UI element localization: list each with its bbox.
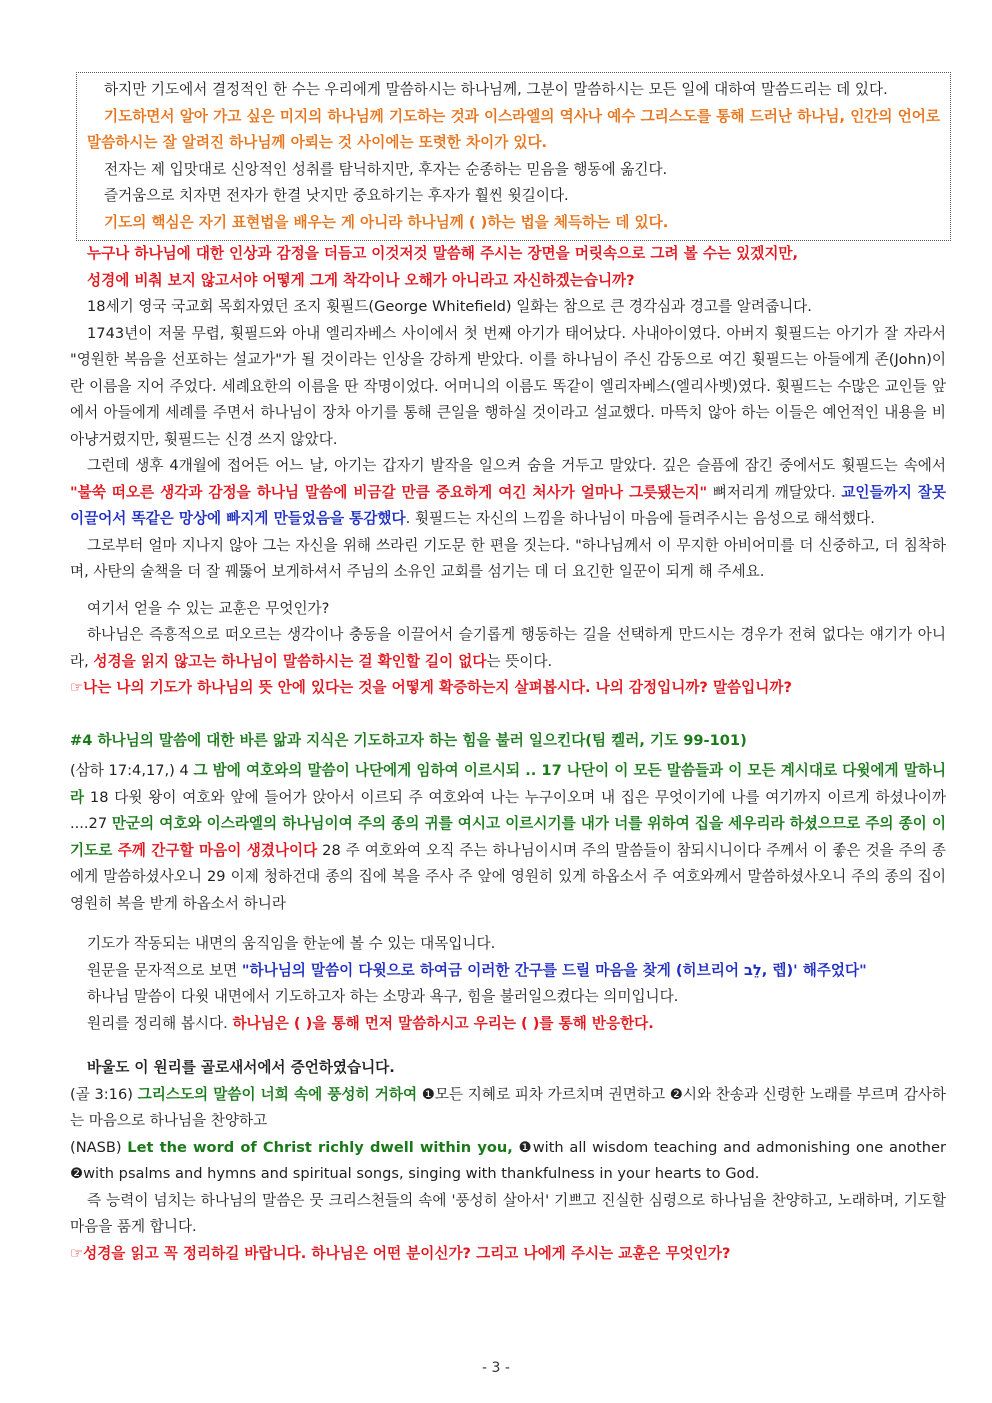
paragraph-whitefield-story: 1743년이 저물 무렵, 휫필드와 아내 엘리자베스 사이에서 첫 번째 아기가 태어났다. 사내아이였다. 아버지 휫필드는 아기가 잘 자라서 "영원한 복음을 선포하는 설교가"가 될 것이라는 인상을 강하게 받았다. 이를 하나님이 주신 감동으로 여긴 휫필드는 아들에게 존(John)이란 이름을 지어 주었다. 세례요한의 이름을 딴 작명이었다. 어머니의 이름도 똑같이 엘리자베스(엘리사벳)였다. 휫필드는 수많은 교인들 앞에서 아들에게 세례를 주면서 하나님이 장차 아기를 통해 큰일을 행하실 것이라고 설교했다. 마뜩치 않아 하는 이들은 예언적인 내용을 비아냥거렸지만, 휫필드는 신경 쓰지 않았다.: [70, 324, 946, 448]
box-line-4: 즐거움으로 치자면 전자가 한결 낫지만 중요하기는 후자가 훨씬 윗길이다.: [104, 187, 569, 204]
remark-4: 원리를 정리해 봅시다. 하나님은 ( )을 통해 먼저 말씀하시고 우리는 ( )를 통해 반응한다.: [87, 1014, 654, 1032]
scripture-colossians: (골 3:16) 그리스도의 말씀이 너희 속에 풍성히 거하여 ❶모든 지혜로 피차 가르치며 권면하고 ❷시와 찬송과 신령한 노래를 부르며 감사하는 마음으로 하나님을 찬양하고: [70, 1085, 946, 1129]
explanation: 즉 능력이 넘치는 하나님의 말씀은 뭇 크리스천들의 속에 '풍성히 살아서' 기쁘고 진실한 심령으로 하나님을 찬양하고, 노래하며, 기도할 마음을 품게 합니다.: [70, 1191, 946, 1235]
page-number: - 3 -: [482, 1360, 510, 1376]
paragraph-prayer: 그로부터 얼마 지나지 않아 그는 자신을 위해 쓰라린 기도문 한 편을 짓는다. "하나님께서 이 무지한 아비어미를 더 신중하고, 더 침착하며, 사탄의 술책을 더 잘 꿰뚫어 보게하셔서 주님의 소유인 교회를 섬기는 데 더 요긴한 일꾼이 되게 해 주세요.: [70, 536, 946, 580]
paragraph-whitefield-death: 그런데 생후 4개월에 접어든 어느 날, 아기는 갑자기 발작을 일으켜 숨을 거두고 말았다. 깊은 슬픔에 잠긴 중에서도 휫필드는 속에서 "불쑥 떠오른 생각과 감정을 하나님 말씀에 비금갈 만큼 중요하게 여긴 처사가 얼마나 그릇됐는지" 뼈저리게 깨달았다. 교인들까지 잘못 이끌어서 똑같은 망상에 빠지게 만들었음을 통감했다. 휫필드는 자신의 느낌을 하나님이 마음에 들려주시는 음성으로 해석했다.: [70, 457, 947, 527]
question-line-2: 성경에 비춰 보지 않고서야 어떻게 그게 착각이나 오해가 아니라고 자신하겠는습니까?: [87, 271, 635, 289]
highlight-misled: 교인들까지 잘못 이끌어서 똑같은 망상에 빠지게 만들었음을 통감했다: [70, 483, 947, 527]
box-line-5: 기도의 핵심은 자기 표현법을 배우는 게 아니라 하나님께 ( )하는 법을 체득하는 데 있다.: [104, 213, 669, 231]
highlight-regret: "불쑥 떠오른 생각과 감정을 하나님 말씀에 비금갈 만큼 중요하게 여긴 처사가 얼마나 그릇됐는지": [70, 483, 708, 501]
scripture-samuel: (삼하 17:4,17,) 4 그 밤에 여호와의 말씀이 나단에게 임하여 이르시되 .. 17 나단이 이 모든 말씀들과 이 모든 계시대로 다윗에게 말하니라 18 다윗 왕이 여호와 앞에 들어가 앉아서 이르되 주 여호와여 나는 누구이오며 내 집은 무엇이기에 나를 여기까지 이르게 하셨나이까 ....27 만군의 여호와 이스라엘의 하나님이여 주의 종의 귀를 여시고 이르시기를 내가 너를 위하여 집을 세우리라 하셨으므로 주의 종이 이 기도로 주께 간구할 마음이 생겼나이다 28 주 여호와여 오직 주는 하나님이시며 주의 말씀들이 참되시니이다 주께서 이 좋은 것을 주의 종에게 말씀하셨사오니 29 이제 청하건대 종의 집에 복을 주사 주 앞에 영원히 있게 하옵소서 주 여호와께서 말씀하셨사오니 주의 종의 집이 영원히 복을 받게 하옵소서 하니라: [70, 762, 946, 912]
paragraph-lesson: 하나님은 즉흥적으로 떠오르는 생각이나 충동을 이끌어서 슬기롭게 행동하는 길을 선택하게 만드시는 경우가 전혀 없다는 얘기가 아니라, 성경을 읽지 않고는 하나님이 말씀하시는 걸 확인할 길이 없다는 뜻이다.: [70, 626, 946, 670]
reflection-2: ☞성경을 읽고 꼭 정리하길 바랍니다. 하나님은 어떤 분이신가? 그리고 나에게 주시는 교훈은 무엇인가?: [70, 1244, 731, 1262]
box-line-3: 전자는 제 입맛대로 신앙적인 성취를 탐닉하지만, 후자는 순종하는 믿음을 행동에 옮긴다.: [104, 160, 668, 178]
hand-pointer-icon: ☞: [70, 679, 84, 696]
quote-box: [76, 72, 951, 241]
remark-1: 기도가 작동되는 내면의 움직임을 한눈에 볼 수 있는 대목입니다.: [87, 935, 496, 952]
reflection-1: ☞나는 나의 기도가 하나님의 뜻 안에 있다는 것을 어떻게 확증하는지 살펴봅시다. 나의 감정입니까? 말씀입니까?: [70, 679, 792, 696]
scripture-nasb: (NASB) Let the word of Christ richly dwell within you, ❶with all wisdom teaching and admonishing one another ❷with psalms and hymns and spiritual songs, singing with thankfulness in your hearts to God.: [70, 1138, 947, 1182]
paragraph-lesson-question: 여기서 얻을 수 있는 교훈은 무엇인가?: [87, 599, 330, 617]
remark-3: 하나님 말씀이 다윗 내면에서 기도하고자 하는 소망과 욕구, 힘을 불러일으켰다는 의미입니다.: [87, 988, 679, 1005]
highlight-scripture: 성경을 읽지 않고는 하나님이 말씀하시는 걸 확인할 길이 없다: [93, 652, 487, 670]
remark-2: 원문을 문자적으로 보면 "하나님의 말씀이 다윗으로 하여금 이러한 간구를 드릴 마음을 찾게 (히브리어 לֵב, 렙)' 해주었다": [87, 961, 867, 979]
hand-pointer-icon: ☞: [70, 1244, 84, 1262]
paul-heading: 바울도 이 원리를 골로새서에서 증언하였습니다.: [87, 1059, 395, 1076]
question-line-1: 누구나 하나님에 대한 인상과 감정을 더듬고 이것저것 말씀해 주시는 장면을 머릿속으로 그려 볼 수는 있겠지만,: [87, 245, 799, 262]
box-line-2: 기도하면서 알아 가고 싶은 미지의 하나님께 기도하는 것과 이스라엘의 역사나 예수 그리스도를 통해 드러난 하나님, 인간의 언어로 말씀하시는 잘 알려진 하나님께 아뢰는 것 사이에는 또렷한 차이가 있다.: [87, 107, 940, 151]
paragraph-whitefield-intro: 18세기 영국 국교회 목회자였던 조지 휫필드(George Whitefield) 일화는 참으로 큰 경각심과 경고를 알려줍니다.: [87, 298, 812, 315]
principle-blanks: 하나님은 ( )을 통해 먼저 말씀하시고 우리는 ( )를 통해 반응한다.: [232, 1014, 654, 1032]
page-body: [70, 72, 946, 1267]
section-heading-4: #4 하나님의 말씀에 대한 바른 앎과 지식은 기도하고자 하는 힘을 불러 일으킨다(팀 켈러, 기도 99-101): [70, 731, 747, 749]
box-line-1: 하지만 기도에서 결정적인 한 수는 우리에게 말씀하시는 하나님께, 그분이 말씀하시는 모든 일에 대하여 말씀드리는 데 있다.: [104, 81, 888, 98]
